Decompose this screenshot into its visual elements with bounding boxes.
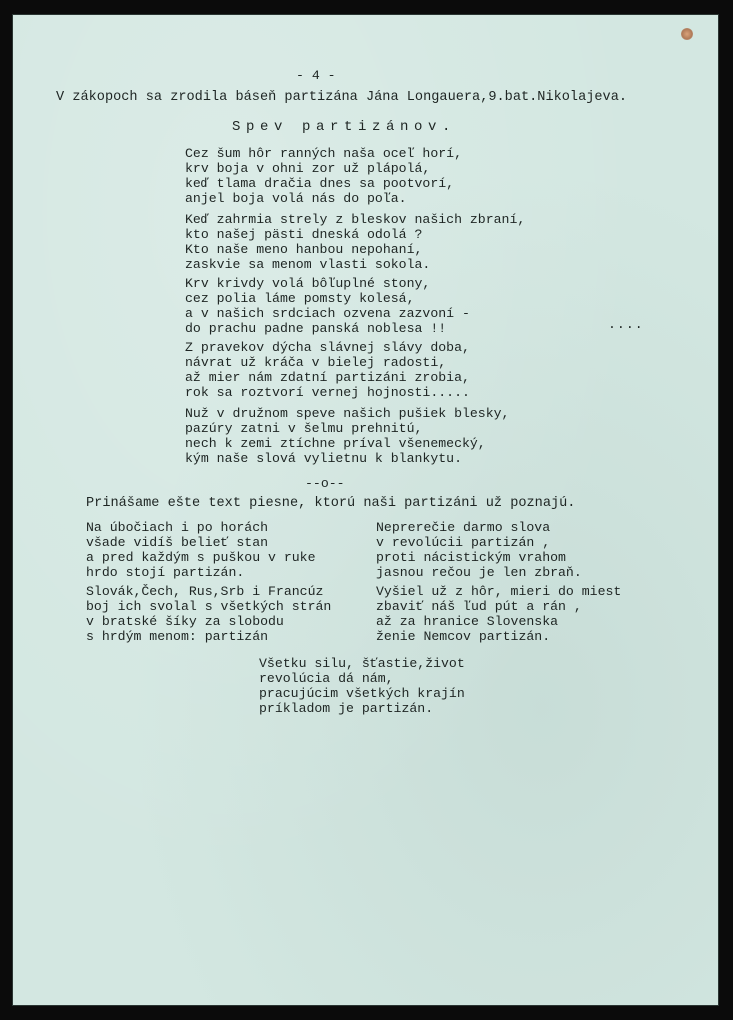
song-right-verse-1 [376,520,582,580]
song-intro: Prinášame ešte text piesne, ktorú naši partizáni už poznajú. [86,496,576,511]
poem-line: cez polia láme pomsty kolesá, [185,291,415,306]
poem-line: Keď zahrmia strely z bleskov našich zbraní, [185,212,526,227]
page-number: - 4 - [296,68,336,83]
poem-stanza-4 [185,340,470,400]
poem-line: do prachu padne panská noblesa !! [185,321,447,336]
song-line: Všetku silu, šťastie,život [259,656,465,671]
poem-line: návrat už kráča v bielej radosti, [185,355,447,370]
poem-line: Nuž v družnom speve našich pušiek blesky, [185,406,510,421]
song-left-verse-2 [86,584,331,644]
margin-dots: .... [608,317,644,332]
document-page [12,14,719,1006]
paper-stain [681,28,693,40]
song-line: a pred každým s puškou v ruke [86,550,316,565]
header-line: V zákopoch sa zrodila báseň partizána Jána Longauera,9.bat.Nikolajeva. [56,90,628,105]
poem-line: kým naše slová vylietnu k blankytu. [185,451,462,466]
song-right-verse-2 [376,584,621,644]
song-line: s hrdým menom: partizán [86,629,269,644]
poem-line: kto našej pästi dneská odolá ? [185,227,423,242]
separator: --o-- [305,476,345,491]
song-line: pracujúcim všetkých krajín [259,686,465,701]
song-line: v revolúcii partizán , [376,535,551,550]
song-line: jasnou rečou je len zbraň. [376,565,582,580]
song-line: hrdo stojí partizán. [86,565,245,580]
song-line: v bratské šíky za slobodu [86,614,284,629]
song-line: Neprerečie darmo slova [376,520,551,535]
poem-stanza-2 [185,212,525,272]
song-line: zbaviť náš ľud pút a rán , [376,599,582,614]
song-final-verse [259,656,465,716]
song-line: boj ich svolal s všetkých strán [86,599,332,614]
song-line: príkladom je partizán. [259,701,434,716]
poem-line: Krv krivdy volá bôľuplné stony, [185,276,431,291]
poem-line: Z pravekov dýcha slávnej slávy doba, [185,340,470,355]
poem-line: rok sa roztvorí vernej hojnosti..... [185,385,470,400]
song-line: Slovák,Čech, Rus,Srb i Francúz [86,584,324,599]
poem-stanza-1 [185,146,462,206]
song-line: revolúcia dá nám, [259,671,394,686]
poem-line: krv boja v ohni zor už plápolá, [185,161,431,176]
poem-line: keď tlama dračia dnes sa pootvorí, [185,176,455,191]
song-line: ženie Nemcov partizán. [376,629,551,644]
poem-line: až mier nám zdatní partizáni zrobia, [185,370,470,385]
song-line: až za hranice Slovenska [376,614,559,629]
poem-stanza-5 [185,406,509,466]
poem-line: a v našich srdciach ozvena zazvoní - [185,306,470,321]
poem-line: pazúry zatni v šelmu prehnitú, [185,421,423,436]
poem-title: Spev partizánov. [232,119,457,135]
song-left-verse-1 [86,520,316,580]
poem-line: Cez šum hôr ranných naša oceľ horí, [185,146,462,161]
poem-line: anjel boja volá nás do poľa. [185,191,407,206]
poem-line: zaskvie sa menom vlasti sokola. [185,257,431,272]
song-line: Vyšiel už z hôr, mieri do miest [376,584,622,599]
poem-stanza-3 [185,276,470,336]
song-line: proti nácistickým vrahom [376,550,566,565]
song-line: Na úbočiach i po horách [86,520,269,535]
song-line: všade vidíš belieť stan [86,535,269,550]
poem-line: nech k zemi ztíchne príval všenemecký, [185,436,486,451]
poem-line: Kto naše meno hanbou nepohaní, [185,242,423,257]
